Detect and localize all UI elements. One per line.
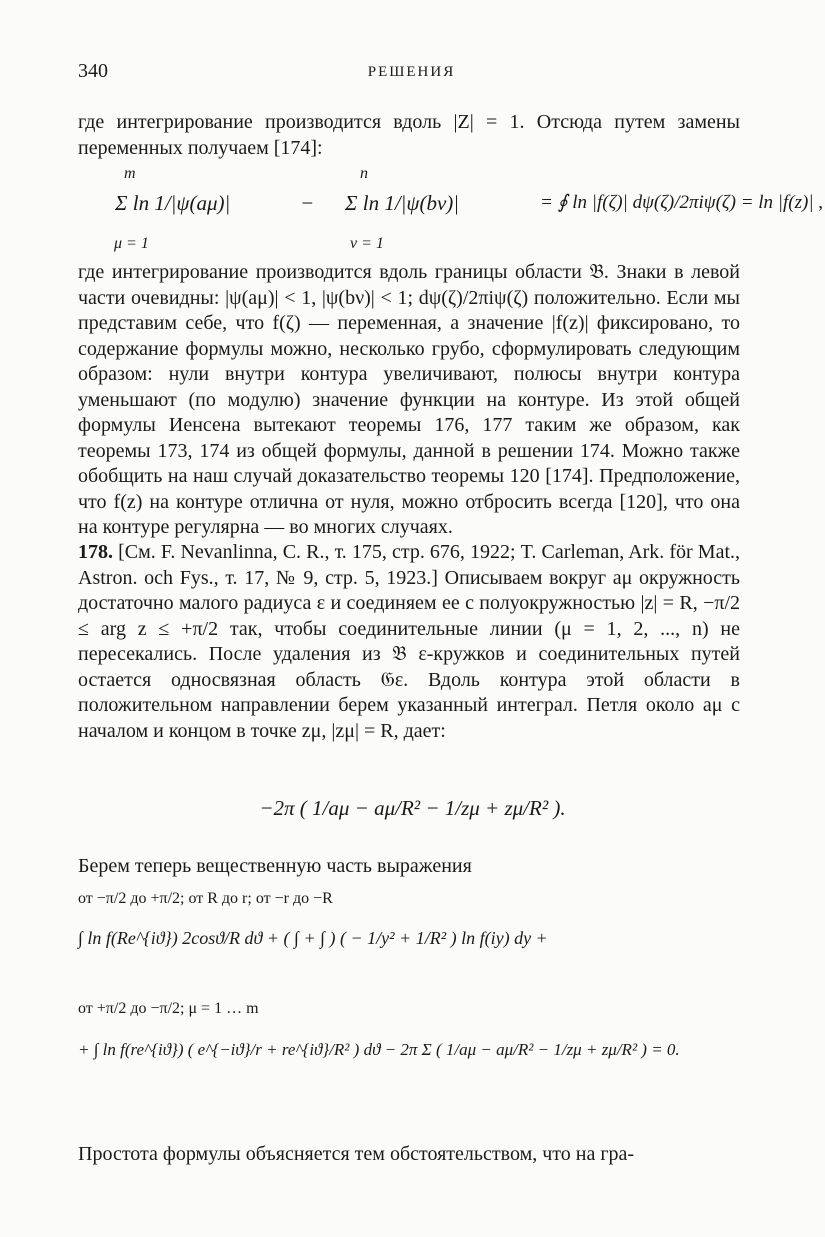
paragraph-intro: где интегрирование производится вдоль |Z| = 1. Отсюда путем замены переменных получаем [174]: <box>78 111 740 159</box>
equation-rhs: = ∮ ln |f(ζ)| dψ(ζ)/2πiψ(ζ) = ln |f(z)| , <box>540 192 824 213</box>
paragraph-final: Простота формулы объясняется тем обстоятельством, что на гра- <box>78 1143 635 1165</box>
page-number: 340 <box>78 60 108 82</box>
equation-jensen <box>0 165 825 257</box>
paragraph-problem-178 <box>78 540 740 744</box>
sum1-upper-limit: m <box>124 165 136 182</box>
equation-line2: + ∫ ln f(re^{iϑ}) ( e^{−iϑ}/r + re^{iϑ}/R² ) dϑ − 2π Σ ( 1/aμ − aμ/R² − 1/zμ + zμ/R² ) = 0. <box>78 1040 680 1059</box>
sum2-term: Σ ln 1/|ψ(bν)| <box>345 191 460 215</box>
equation-loop-contribution: −2π ( 1/aμ − aμ/R² − 1/zμ + zμ/R² ). <box>259 796 566 820</box>
reference-carleman: T. Carleman, Ark. för Mat., Astron. och Fys., т. 17, № 9, стр. 5, 1923.] <box>78 541 741 589</box>
paragraph-real-part: Берем теперь вещественную часть выражения <box>78 855 472 877</box>
page-header <box>78 60 745 90</box>
minus-sign: − <box>300 191 315 215</box>
sum1-lower-limit: μ = 1 <box>114 235 149 252</box>
problem-178-text: Описываем вокруг aμ окружность достаточно малого радиуса ε и соединяем ее с полуокружностью |z| = R, −π/2 ≤ arg z ≤ +π/2 так, чтобы соединительные линии (μ = 1, 2, ..., n) не пересекались. После удаления из 𝔅 ε-кружков и соединительных путей остается односвязная область 𝔊ε. Вдоль контура этой области в положительном направлении берем указанный интеграл. Петля около aμ с началом и концом в точке zμ, |zμ| = R, дает: <box>78 566 741 742</box>
sum1-term: Σ ln 1/|ψ(aμ)| <box>115 191 231 215</box>
limits-line2: от +π/2 до −π/2; μ = 1 … m <box>78 1000 259 1017</box>
limits-line1: от −π/2 до +π/2; от R до r; от −r до −R <box>78 890 333 907</box>
sum2-lower-limit: ν = 1 <box>350 235 384 252</box>
equation-real-part <box>0 890 825 1130</box>
reference-nevanlinna: [См. F. Nevanlinna, C. R., т. 175, стр. 676, 1922; <box>118 541 516 563</box>
equation-line1: ∫ ln f(Re^{iϑ}) 2cosϑ/R dϑ + ( ∫ + ∫ ) ( − 1/y² + 1/R² ) ln f(iy) dy + <box>78 928 548 948</box>
problem-number: 178. <box>78 541 113 563</box>
running-title: РЕШЕНИЯ <box>367 64 456 80</box>
sum2-upper-limit: n <box>360 165 368 182</box>
paragraph-jensen-discussion: где интегрирование производится вдоль границы области 𝔅. Знаки в левой части очевидны: |ψ(aμ)| < 1, |ψ(bν)| < 1; dψ(ζ)/2πiψ(ζ) положительно. Если мы представим себе, что f(ζ) — переменная, а значение |f(z)| фиксировано, то содержание формулы можно, несколько грубо, сформулировать следующим образом: нули внутри контура увеличивают, полюсы внутри контура уменьшают (по модулю) значение функции на контуре. Из этой общей формулы Иенсена вытекают теоремы 176, 177 таким же образом, как теоремы 173, 174 из общей формулы, данной в решении 174. Можно также обобщить на наш случай доказательство теоремы 120 [174]. Предположение, что f(z) на контуре отлична от нуля, можно отбросить всегда [120], что она на контуре регулярна — во многих случаях. <box>78 261 740 538</box>
